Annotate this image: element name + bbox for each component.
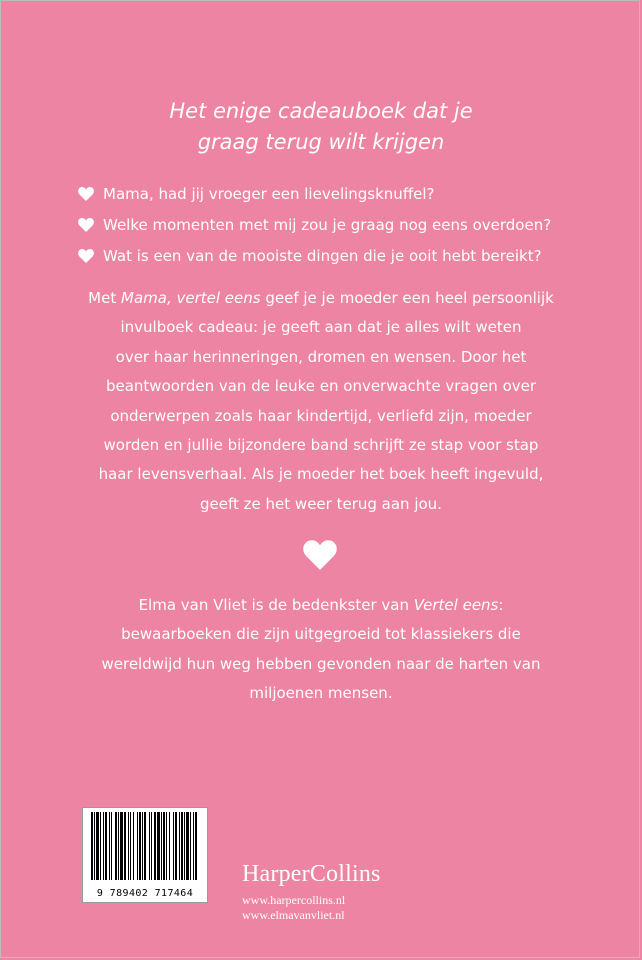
barcode-stripe bbox=[105, 812, 107, 880]
blurb-text: Met bbox=[88, 289, 121, 307]
blurb-line: invulboek cadeau: je geeft aan dat je alles wilt weten bbox=[120, 318, 522, 337]
barcode-stripe bbox=[100, 812, 101, 880]
blurb-line: beantwoorden van de leuke en onverwachte vragen over bbox=[105, 377, 537, 396]
barcode bbox=[82, 807, 208, 903]
barcode-stripe bbox=[190, 812, 191, 880]
blurb-line: over haar herinneringen, dromen en wensen. Door het bbox=[115, 347, 527, 366]
publisher-url[interactable]: www.harpercollins.nl bbox=[242, 893, 346, 907]
barcode-stripe bbox=[144, 812, 146, 880]
barcode-stripe bbox=[179, 812, 180, 880]
author-line bbox=[40, 591, 602, 620]
blurb-line: geeft ze het weer terug aan jou. bbox=[200, 494, 442, 513]
barcode-stripe bbox=[151, 812, 152, 880]
tagline bbox=[0, 96, 642, 158]
question-text: Welke momenten met mij zou je graag nog eens overdoen? bbox=[103, 215, 552, 234]
barcode-stripe bbox=[166, 812, 167, 880]
barcode-stripe bbox=[103, 812, 104, 880]
barcode-stripe bbox=[163, 812, 165, 880]
isbn-number: 9 789402 717464 bbox=[96, 888, 194, 899]
barcode-stripe bbox=[133, 812, 134, 880]
author-line: wereldwijd hun weg hebben gevonden naar de harten van bbox=[101, 654, 541, 673]
blurb-line: haar levensverhaal. Als je moeder het boek heeft ingevuld, bbox=[98, 465, 544, 484]
question-item bbox=[78, 240, 618, 271]
tagline-line-2: graag terug wilt krijgen bbox=[197, 130, 445, 154]
barcode-stripe bbox=[118, 812, 119, 880]
barcode-stripe bbox=[120, 812, 123, 880]
barcode-stripe bbox=[169, 812, 170, 880]
publisher-logo: HarperCollins bbox=[242, 861, 381, 887]
barcode-stripe bbox=[175, 812, 177, 880]
barcode-stripe bbox=[154, 812, 156, 880]
question-item bbox=[78, 209, 618, 240]
heart-icon bbox=[303, 540, 337, 570]
author-line: bewaarboeken die zijn uitgegroeid tot klassiekers die bbox=[121, 625, 521, 644]
author-text: : bbox=[498, 596, 504, 614]
tagline-line-1: Het enige cadeauboek dat je bbox=[169, 99, 473, 123]
barcode-stripe bbox=[161, 812, 162, 880]
barcode-stripe bbox=[157, 812, 160, 880]
heart-icon bbox=[78, 187, 94, 201]
barcode-stripe bbox=[142, 812, 143, 880]
barcode-stripe bbox=[149, 812, 150, 880]
barcode-stripe bbox=[184, 812, 185, 880]
heart-icon bbox=[78, 249, 94, 263]
heart-icon bbox=[78, 218, 94, 232]
book-blurb bbox=[40, 284, 602, 519]
question-list bbox=[78, 178, 618, 271]
author-bio bbox=[40, 591, 602, 709]
blurb-line: worden en jullie bijzondere band schrijft ze stap voor stap bbox=[103, 436, 539, 455]
barcode-stripe bbox=[137, 812, 138, 880]
barcode-bars bbox=[89, 812, 201, 880]
barcode-stripe bbox=[111, 812, 112, 880]
question-text: Mama, had jij vroeger een lievelingsknuffel? bbox=[103, 184, 435, 203]
barcode-stripe bbox=[96, 812, 99, 880]
barcode-stripe bbox=[139, 812, 141, 880]
barcode-stripe bbox=[128, 812, 129, 880]
barcode-stripe bbox=[181, 812, 183, 880]
book-title-italic: Mama, vertel eens bbox=[121, 289, 261, 307]
author-text: Elma van Vliet is de bedenkster van bbox=[138, 596, 414, 614]
question-text: Wat is een van de mooiste dingen die je ooit hebt bereikt? bbox=[103, 246, 542, 265]
barcode-stripe bbox=[130, 812, 131, 880]
barcode-stripe bbox=[94, 812, 95, 880]
series-title-italic: Vertel eens bbox=[413, 596, 499, 614]
blurb-line: onderwerpen zoals haar kindertijd, verliefd zijn, moeder bbox=[110, 406, 532, 425]
blurb-line bbox=[40, 284, 602, 313]
author-line: miljoenen mensen. bbox=[249, 684, 393, 703]
author-url[interactable]: www.elmavanvliet.nl bbox=[242, 908, 345, 922]
question-item bbox=[78, 178, 618, 209]
blurb-text: geef je je moeder een heel persoonlijk bbox=[260, 289, 554, 307]
barcode-stripe bbox=[109, 812, 110, 880]
barcode-stripe bbox=[115, 812, 117, 880]
barcode-stripe bbox=[193, 812, 194, 880]
barcode-stripe bbox=[173, 812, 174, 880]
barcode-stripe bbox=[186, 812, 189, 880]
barcode-stripe bbox=[195, 812, 197, 880]
barcode-stripe bbox=[91, 812, 93, 880]
barcode-stripe bbox=[124, 812, 126, 880]
